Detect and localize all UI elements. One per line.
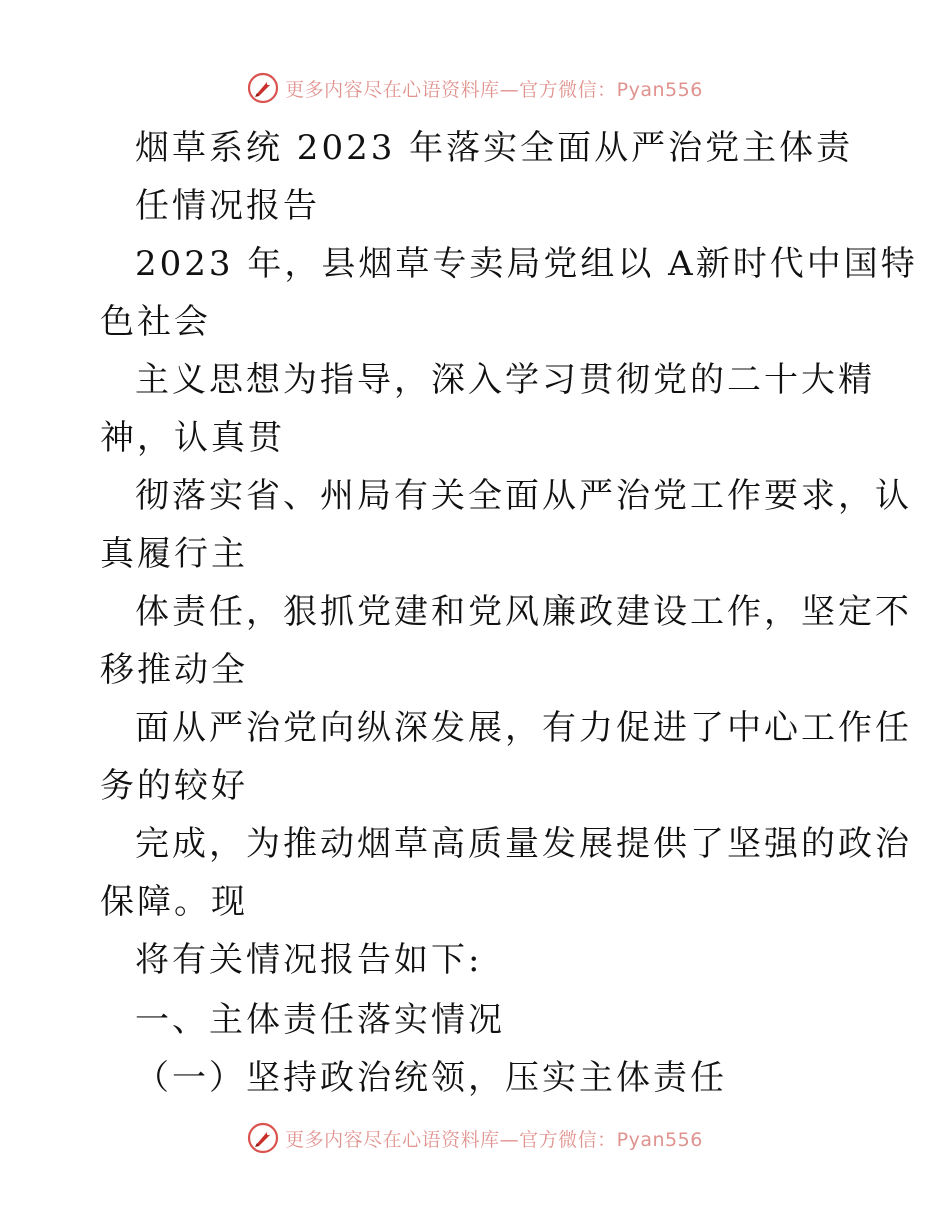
paragraph-line: 完成，为推动烟草高质量发展提供了坚强的政治 bbox=[135, 824, 912, 864]
paragraph-line: 主义思想为指导，深入学习贯彻党的二十大精 bbox=[135, 360, 875, 400]
document-title-line-2: 任情况报告 bbox=[135, 186, 320, 226]
watermark-text: 更多内容尽在心语资料库—官方微信：Pyan556 bbox=[285, 1128, 703, 1151]
document-title-line-1: 烟草系统 2023 年落实全面从严治党主体责 bbox=[135, 128, 854, 168]
pen-nib-icon bbox=[247, 72, 279, 104]
header-watermark bbox=[0, 72, 950, 104]
paragraph-line: 神，认真贯 bbox=[100, 418, 285, 458]
section-heading-1: 一、主体责任落实情况 bbox=[135, 1000, 505, 1040]
watermark-text: 更多内容尽在心语资料库—官方微信：Pyan556 bbox=[285, 78, 703, 101]
paragraph-line: 色社会 bbox=[100, 302, 211, 342]
paragraph-line: 面从严治党向纵深发展，有力促进了中心工作任 bbox=[135, 708, 912, 748]
paragraph-line: 2023 年，县烟草专卖局党组以 A新时代中国特 bbox=[135, 244, 918, 284]
pen-nib-icon bbox=[247, 1122, 279, 1154]
subsection-heading-1: （一）坚持政治统领，压实主体责任 bbox=[135, 1058, 727, 1098]
paragraph-line: 保障。现 bbox=[100, 882, 248, 922]
footer-watermark bbox=[0, 1122, 950, 1154]
paragraph-line: 体责任，狠抓党建和党风廉政建设工作，坚定不 bbox=[135, 592, 912, 632]
paragraph-line: 务的较好 bbox=[100, 766, 248, 806]
paragraph-line: 将有关情况报告如下: bbox=[135, 940, 483, 980]
paragraph-line: 真履行主 bbox=[100, 534, 248, 574]
paragraph-line: 彻落实省、州局有关全面从严治党工作要求，认 bbox=[135, 476, 912, 516]
paragraph-line: 移推动全 bbox=[100, 650, 248, 690]
